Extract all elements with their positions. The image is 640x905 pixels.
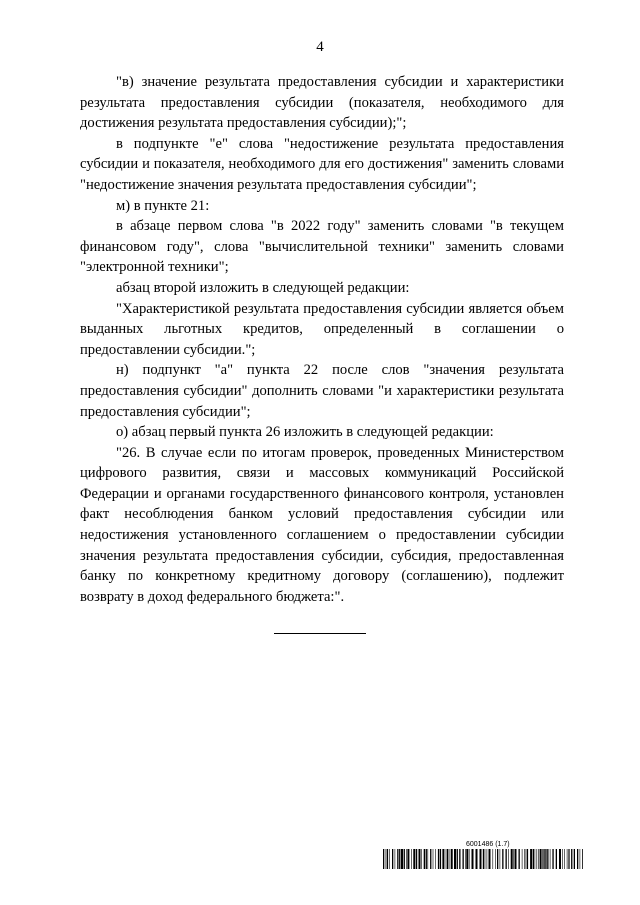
paragraph: абзац второй изложить в следующей редакции: <box>116 279 410 296</box>
page-number: 4 <box>316 39 324 55</box>
paragraph: в абзаце первом слова "в 2022 году" заменить словами "в текущем финансовом году", слова "вычислительной техники" заменить словами "электронной техники"; <box>80 218 564 276</box>
barcode-icon <box>383 849 583 869</box>
paragraph: "Характеристикой результата предоставления субсидии является объем выданных льготных кредитов, определенный в соглашении о предоставлении субсидии."; <box>80 300 564 358</box>
document-body <box>80 72 564 607</box>
paragraph: м) в пункте 21: <box>116 197 210 214</box>
end-separator-line <box>274 633 366 634</box>
paragraph: н) подпункт "а" пункта 22 после слов "значения результата предоставления субсидии" дополнить словами "и характеристики результата предоставления субсидии"; <box>80 362 564 420</box>
paragraph: в подпункте "е" слова "недостижение результата предоставления субсидии и показателя, необходимого для его достижения" заменить словами "недостижение значения результата предоставления субсидии"; <box>80 135 564 193</box>
paragraph: о) абзац первый пункта 26 изложить в следующей редакции: <box>116 424 494 441</box>
paragraph: "26. В случае если по итогам проверок, проведенных Министерством цифрового развития, связи и массовых коммуникаций Российской Федерации и органами государственного финансового контроля, установлен факт несоблюдения банком условий предоставления субсидии или недостижения установленного соглашением о предоставлении субсидии значения результата предоставления субсидии, субсидия, предоставленная банку по конкретному кредитному договору (соглашению), подлежит возврату в доход федерального бюджета:". <box>80 444 564 605</box>
document-code: 6001486 (1.7) <box>466 841 510 848</box>
paragraph: "в) значение результата предоставления субсидии и характеристики результата предоставления субсидии (показателя, необходимого для достижения результата предоставления субсидии);"; <box>80 74 564 132</box>
